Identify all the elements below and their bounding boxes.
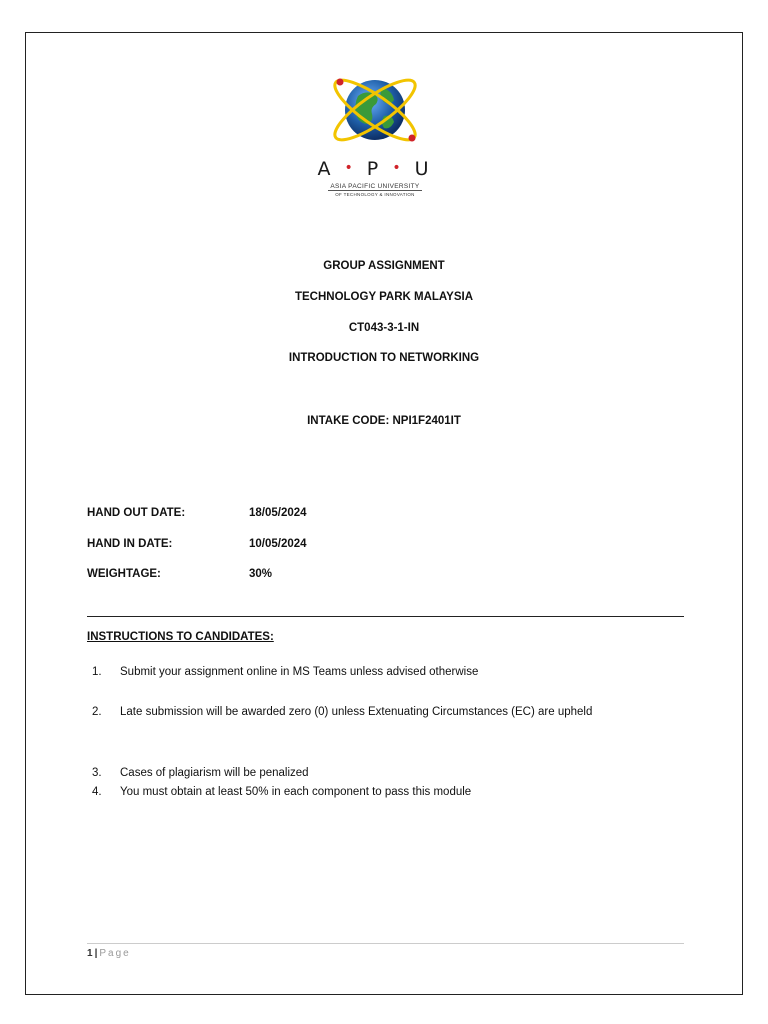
hand-out-date-row [87,507,307,519]
footer-divider [87,943,684,944]
intake-code: INTAKE CODE: NPI1F2401IT [307,415,461,427]
list-item [92,764,672,783]
list-item [92,783,672,802]
logo-letter-u: U [414,158,433,180]
divider [87,616,684,617]
university-name [300,183,450,198]
logo-letter-a: A [317,158,335,180]
page-footer [87,948,131,959]
hand-in-date-row [87,538,307,550]
logo-letter-p: P [366,158,383,180]
globe-logo-icon [300,58,450,158]
logo-dot: • [344,160,357,176]
item-number: 1. [92,666,102,678]
item-number: 3. [92,767,102,779]
field-value: 18/05/2024 [249,507,307,519]
campus-location: TECHNOLOGY PARK MALAYSIA [294,291,474,303]
apu-acronym [300,158,450,180]
item-text: Submit your assignment online in MS Teams unless advised otherwise [120,666,479,678]
item-text: Cases of plagiarism will be penalized [120,767,309,779]
item-text: You must obtain at least 50% in each component to pass this module [120,786,472,798]
logo-dot: • [392,160,405,176]
module-title: INTRODUCTION TO NETWORKING [288,352,480,364]
field-label: HAND OUT DATE: [87,507,186,519]
instructions-title: INSTRUCTIONS TO CANDIDATES: [87,631,274,643]
field-label: HAND IN DATE: [87,538,173,550]
item-text: Late submission will be awarded zero (0) unless Extenuating Circumstances (EC) are upheld [120,706,593,718]
field-value: 30% [249,568,273,580]
apu-logo [300,58,450,218]
footer-separator: | [94,948,98,959]
list-item [92,663,672,682]
page-number: 1 [87,948,93,959]
university-name-line2: OF TECHNOLOGY & INNOVATION [335,192,415,197]
item-number: 4. [92,786,102,798]
module-code: CT043-3-1-IN [348,322,420,334]
weightage-row [87,568,272,580]
assignment-type: GROUP ASSIGNMENT [323,260,445,272]
field-label: WEIGHTAGE: [87,568,161,580]
list-item [92,703,672,722]
university-name-line1: ASIA PACIFIC UNIVERSITY [330,183,420,190]
item-number: 2. [92,706,102,718]
page-label: Page [99,948,131,959]
field-value: 10/05/2024 [249,538,307,550]
